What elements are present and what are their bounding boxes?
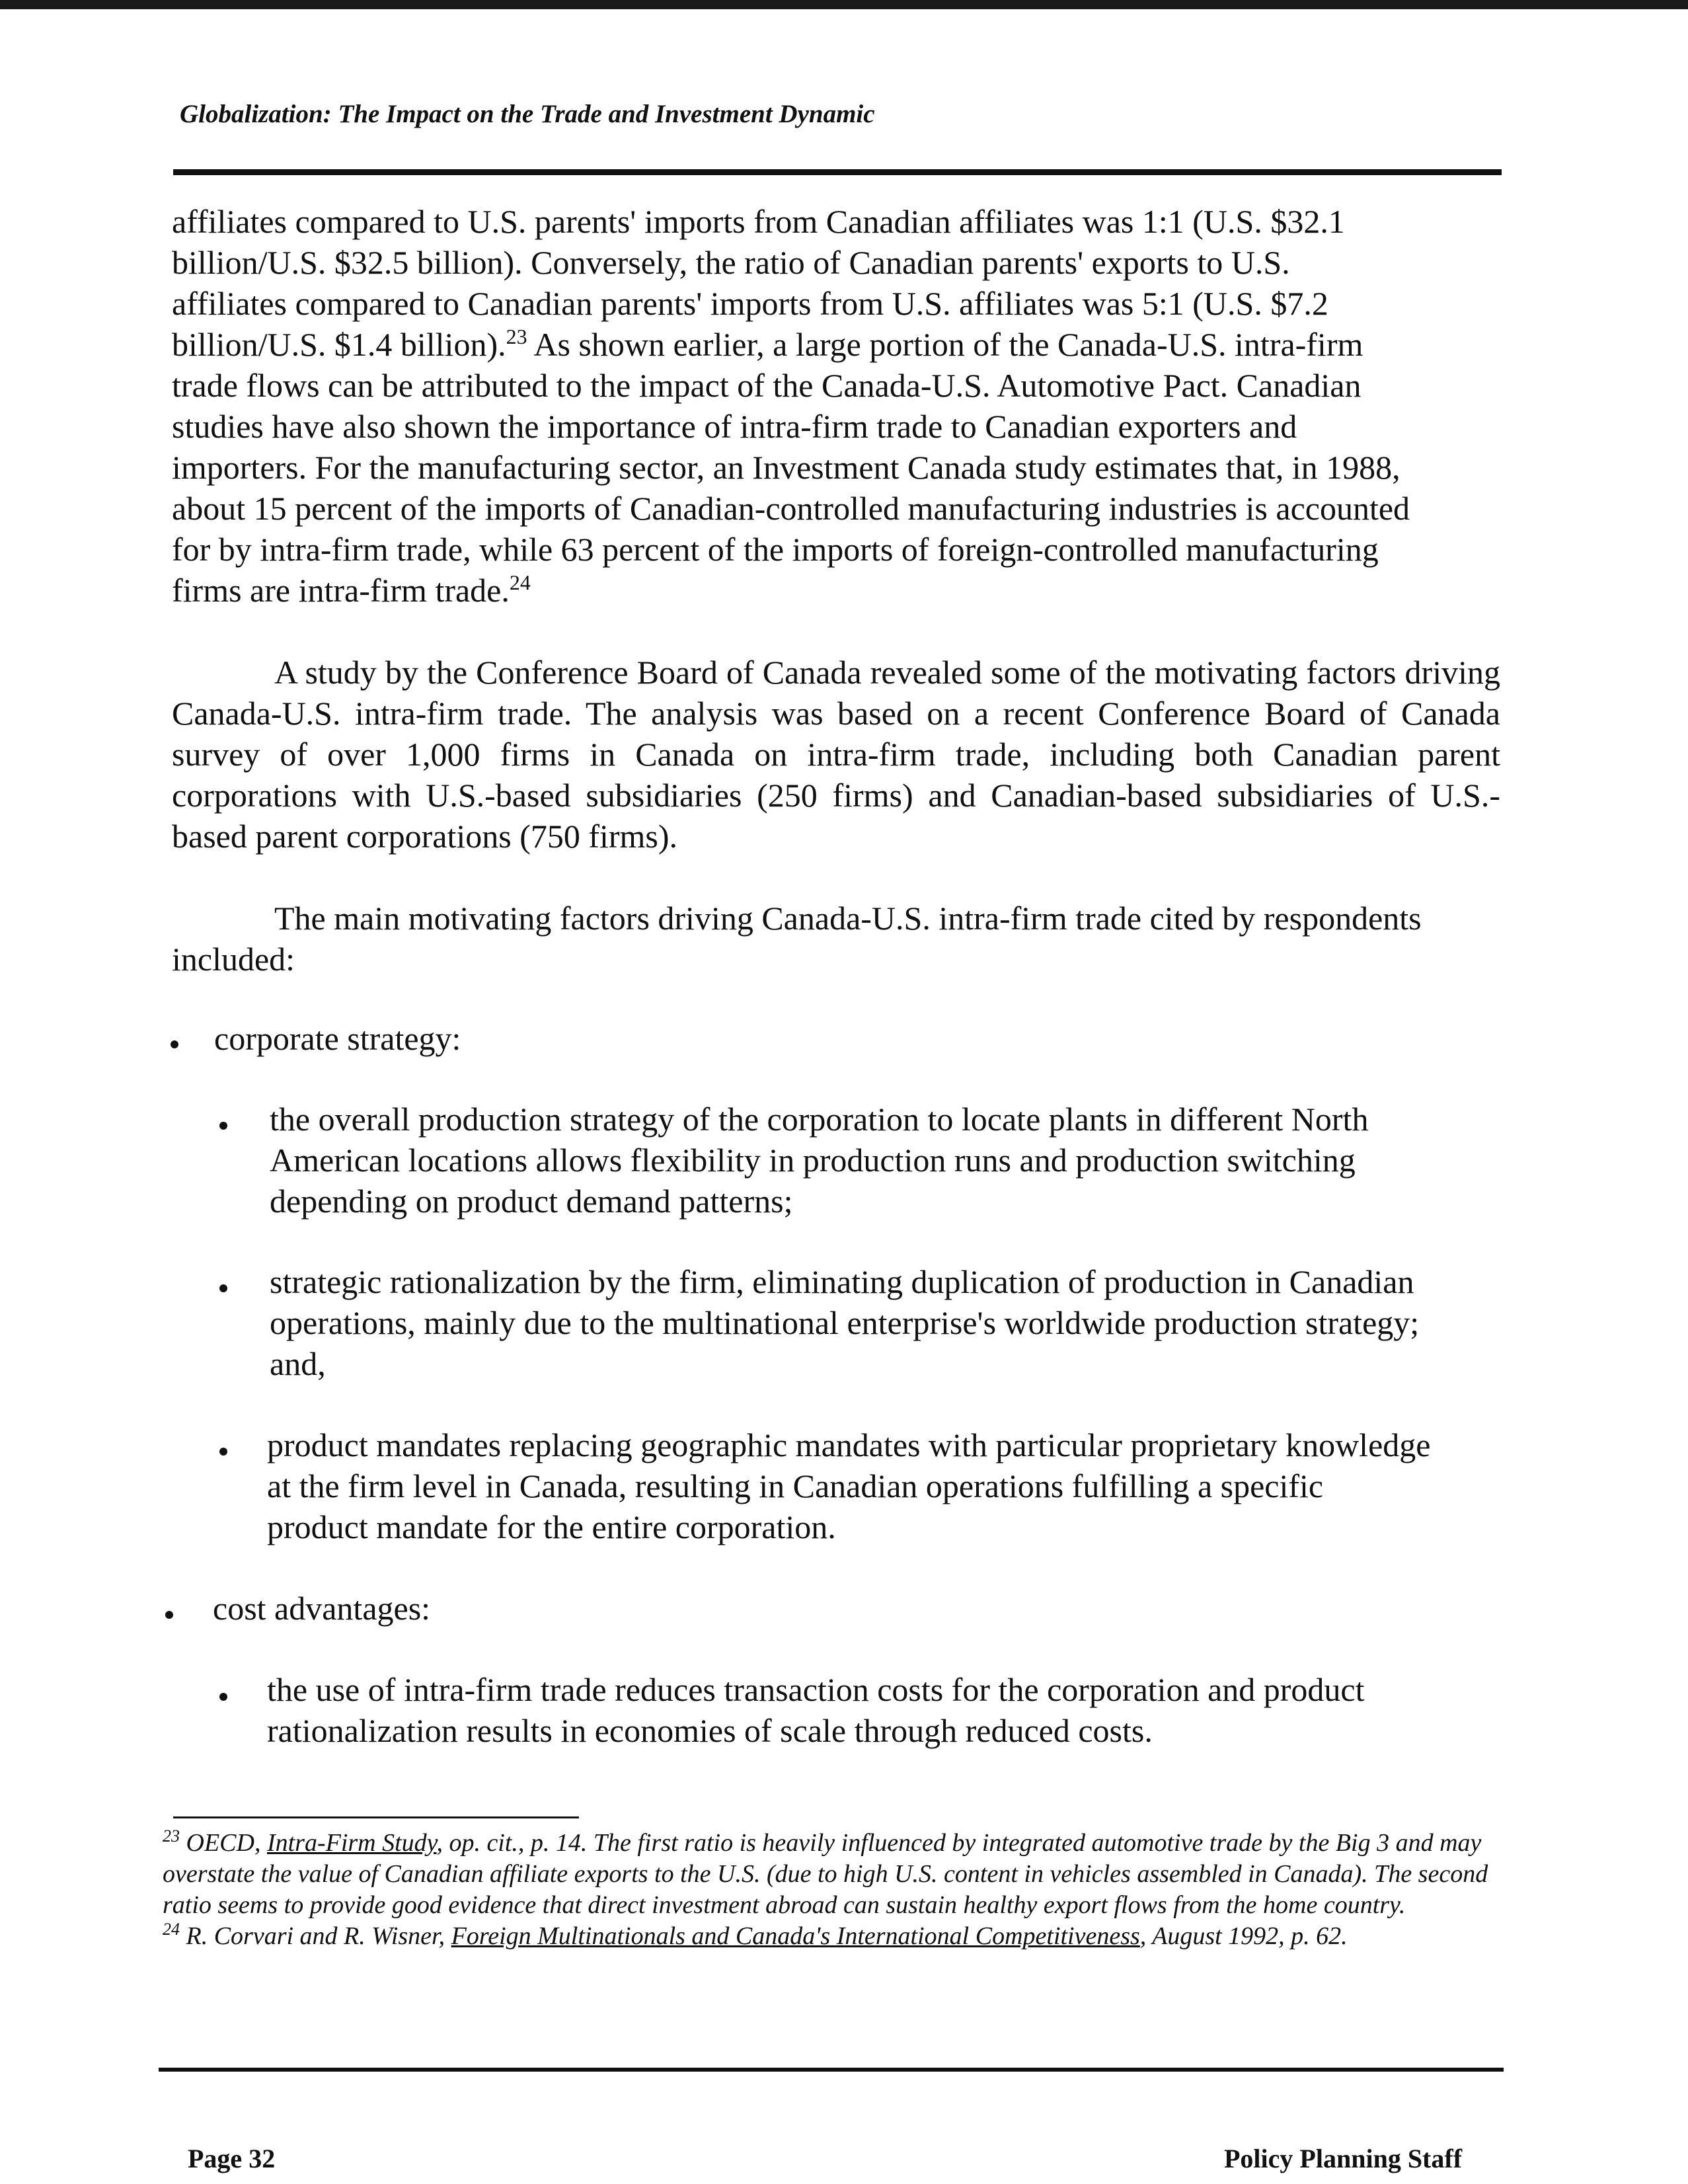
footer-publisher: Policy Planning Staff [1224,2144,1463,2173]
text-line: product mandates replacing geographic mandates with particular proprietary knowledge [267,1426,1431,1463]
text-line: American locations allows flexibility in production runs and production switching [270,1142,1356,1179]
sub-bullet-text [267,1669,1365,1751]
paragraph-2: A study by the Conference Board of Canada revealed some of the motivating factors driving Canada-U.S. intra-firm trade. The analysis was based on a recent Conference Board of Canada survey of over 1,000 firms in Canada on intra-firm trade, including both Canadian parent corporations with U.S.-based subsidiaries (250 firms) and Canadian-based subsidiaries of U.S.-based parent corporations (750 firms). [172,654,1500,855]
footnote-number: 23 [163,1826,180,1846]
footnote-separator [173,1816,579,1818]
footnote-title: Intra-Firm Study [266,1829,437,1857]
footnote-number: 24 [163,1920,180,1939]
text-line: rationalization results in economies of scale through reduced costs. [267,1712,1153,1749]
bullet-dot [219,1122,227,1130]
text-line: and, [270,1345,326,1382]
sub-bullet-text [267,1424,1430,1547]
footnote-text: R. Corvari and R. Wisner, [180,1922,451,1950]
text-line: depending on product demand patterns; [270,1183,793,1220]
header-rule [173,169,1502,175]
text-fragment: As shown earlier, a large portion of the Canada-U.S. intra-firm [527,326,1363,363]
footnote-23 [163,1828,1504,1921]
footnote-text: OECD, [186,1829,267,1857]
text-line: affiliates compared to U.S. parents' imports from Canadian affiliates was 1:1 (U.S. $32.1 [172,203,1345,240]
text-line: for by intra-firm trade, while 63 percent of the imports of foreign-controlled manufacturing [172,531,1379,568]
text-line: at the firm level in Canada, resulting in Canadian operations fulfilling a specific [267,1467,1324,1504]
footer-rule [159,2068,1504,2072]
footnote-text: , August 1992, p. 62. [1139,1922,1348,1950]
text-line: about 15 percent of the imports of Canadian-controlled manufacturing industries is accounted [172,490,1410,527]
text-line: affiliates compared to Canadian parents' imports from U.S. affiliates was 5:1 (U.S. $7.2 [172,285,1328,322]
text-line: the use of intra-firm trade reduces transaction costs for the corporation and product [267,1671,1365,1708]
bullet-label-cost-advantages: cost advantages: [213,1590,431,1627]
text-line: billion/U.S. $32.5 billion). Conversely, the ratio of Canadian parents' exports to U.S. [172,244,1290,281]
text-line: operations, mainly due to the multinational enterprise's worldwide production strategy; [270,1304,1420,1341]
text-line: importers. For the manufacturing sector, an Investment Canada study estimates that, in 1988, [172,449,1400,486]
text-fragment: firms are intra-firm trade. [172,572,510,609]
text-line [172,324,1500,365]
bullet-dot [219,1284,227,1292]
body-text [172,201,1500,980]
footnote-ref-24: 24 [509,570,531,594]
running-header: Globalization: The Impact on the Trade and Investment Dynamic [180,100,875,128]
footnote-ref-23: 23 [506,325,527,348]
text-line: strategic rationalization by the firm, eliminating duplication of production in Canadian [270,1263,1414,1300]
scan-top-edge [0,0,1688,9]
page-number: Page 32 [188,2144,276,2173]
footnote-text: , op. cit., p. 14. The first ratio is heavily influenced by integrated automotive trade by the Big 3 and may overstate the value of Canadian affiliate exports to the U.S. (due to high U.S. content in vehicles assembled in Canada). The second ratio seems to provide good evidence that direct investment abroad can sustain healthy export flows from the home country. [163,1829,1488,1919]
text-line: product mandate for the entire corporation. [267,1508,836,1545]
footnote-24 [163,1921,1504,1952]
bullet-dot [165,1611,173,1619]
text-line: studies have also shown the importance of intra-firm trade to Canadian exporters and [172,408,1297,445]
footnotes [163,1828,1504,1952]
paragraph-1 [172,201,1500,611]
footnote-title: Foreign Multinationals and Canada's International Competitiveness [451,1922,1140,1950]
bullet-dot [219,1448,227,1456]
bullet-dot [219,1693,227,1701]
bullet-label-corporate-strategy: corporate strategy: [214,1020,461,1057]
bullet-dot [171,1040,178,1048]
paragraph-3: The main motivating factors driving Canada-U.S. intra-firm trade cited by respondents included: [172,900,1422,978]
text-fragment: billion/U.S. $1.4 billion). [172,326,506,363]
text-line: trade flows can be attributed to the impact of the Canada-U.S. Automotive Pact. Canadian [172,367,1362,404]
text-line: the overall production strategy of the corporation to locate plants in different North [270,1101,1369,1138]
sub-bullet-text [270,1099,1368,1222]
sub-bullet-text [270,1261,1419,1384]
text-line [172,570,1500,611]
